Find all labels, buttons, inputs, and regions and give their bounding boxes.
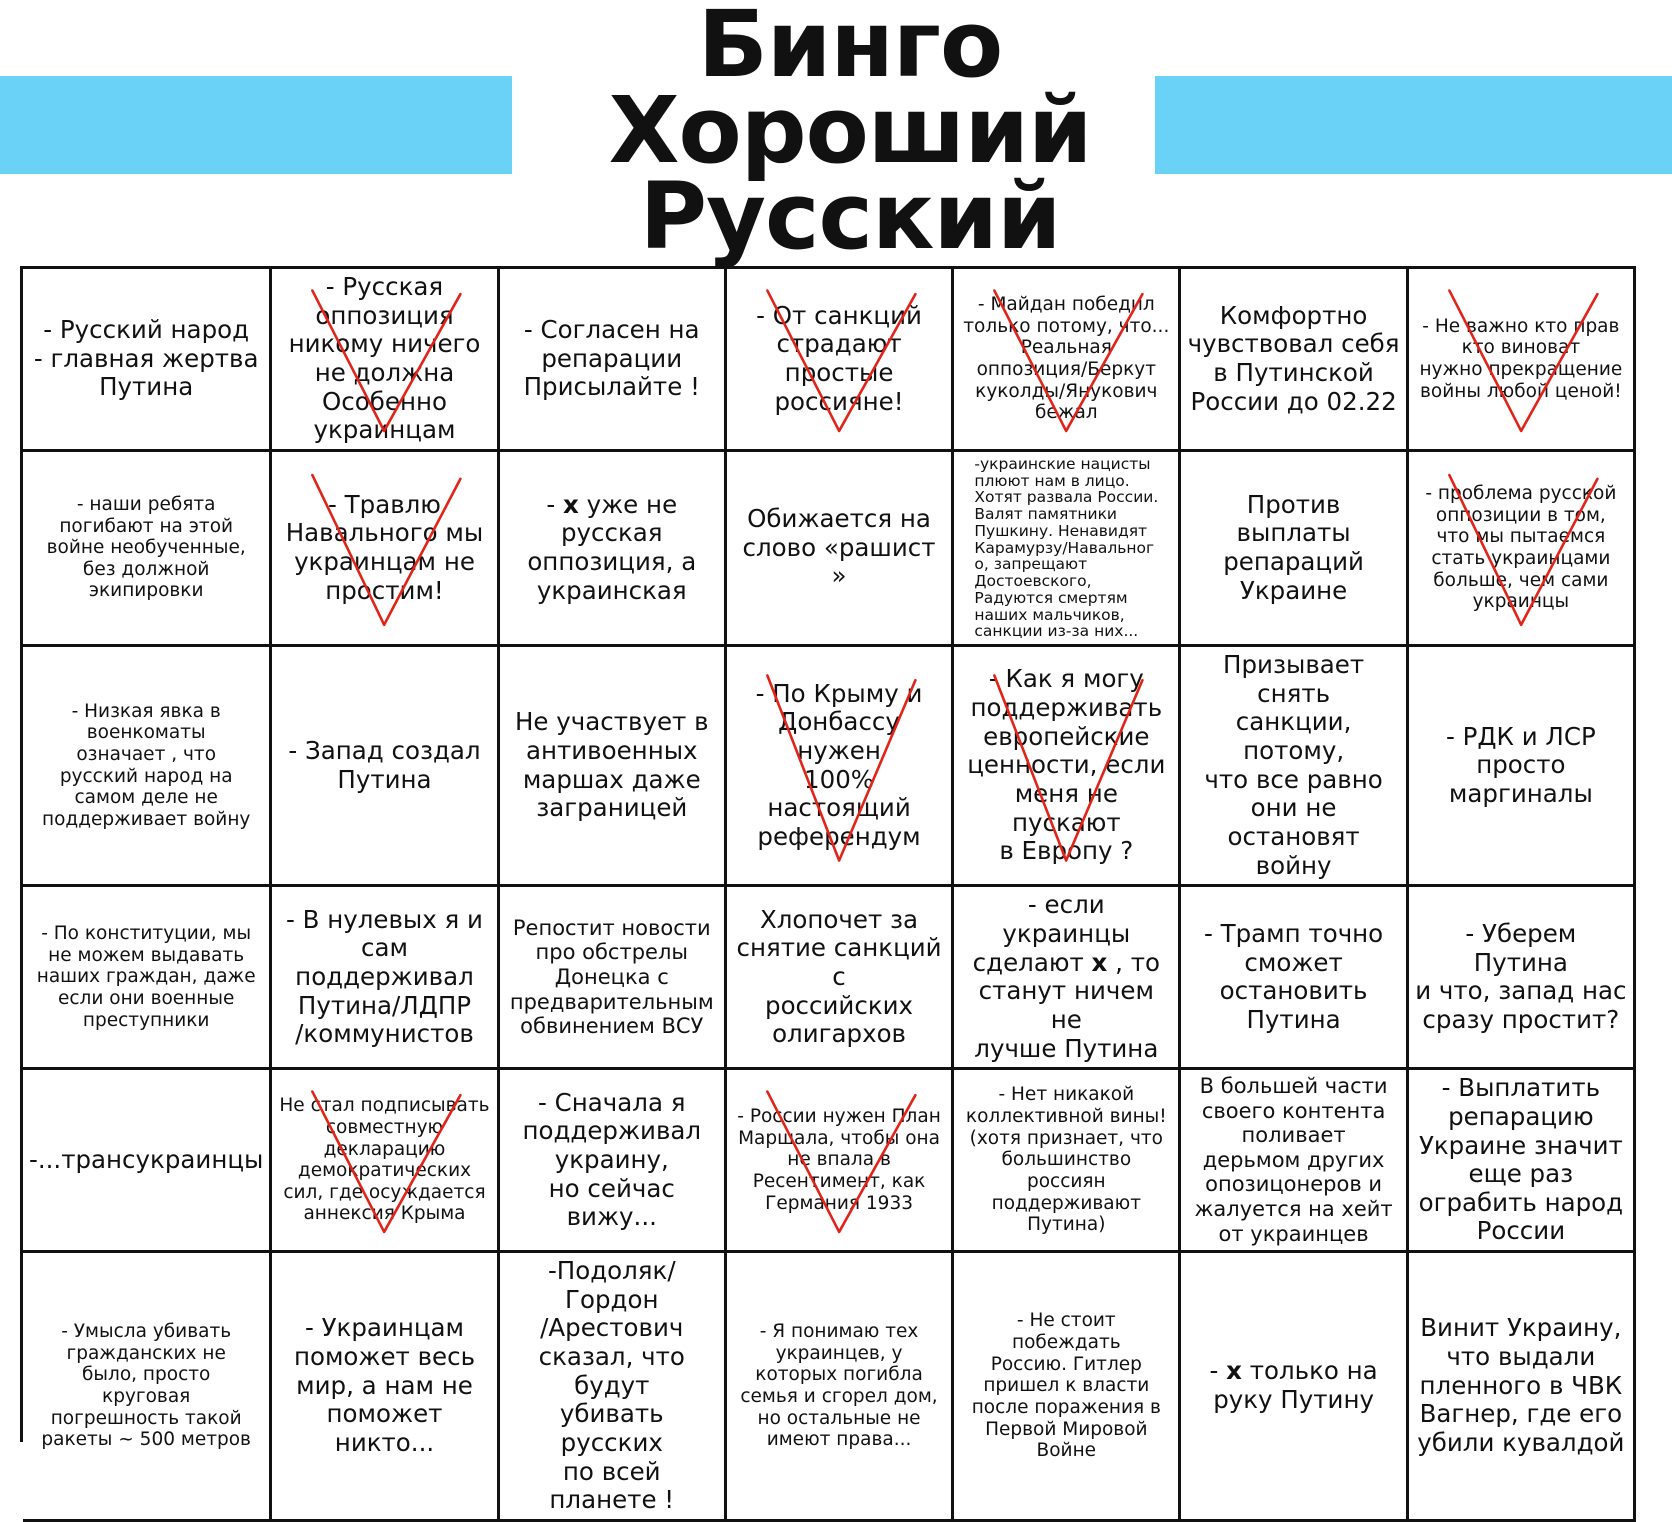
bingo-cell[interactable] <box>954 647 1181 887</box>
cell-text: - Умысла убивать гражданских не было, просто круговая погрешность такой ракеты ~ 500 метров <box>41 1321 251 1451</box>
bingo-cell[interactable] <box>23 647 272 887</box>
bingo-cell[interactable] <box>500 452 727 647</box>
cell-text: - х только на руку Путину <box>1209 1356 1378 1415</box>
bingo-cell[interactable] <box>1409 647 1636 887</box>
blue-band-left <box>0 76 512 174</box>
bingo-cell[interactable] <box>1181 1253 1408 1522</box>
bingo-cell[interactable] <box>727 1253 954 1522</box>
cell-text: - Запад создал Путина <box>288 735 481 794</box>
cell-text: - Не стоит побеждать Россию. Гитлер пришел к власти после поражения в Первой Мировой Войне <box>971 1310 1161 1462</box>
bingo-cell[interactable] <box>500 647 727 887</box>
cell-text: - Травлю Навального мы украинцам не простим! <box>285 489 484 605</box>
cell-text: - если украинцы сделают х , то станут ничем не лучше Путина <box>972 890 1160 1063</box>
cell-text: - Я понимаю тех украинцев, у которых погибла семья и сгорел дом, но остальные не имеют права... <box>740 1321 938 1451</box>
bingo-cell[interactable] <box>727 887 954 1070</box>
bingo-cell[interactable] <box>1181 1070 1408 1253</box>
cell-text: - х уже не русская оппозиция, а украинская <box>527 489 697 605</box>
bingo-cell[interactable] <box>272 269 499 452</box>
bingo-cell[interactable] <box>727 1070 954 1253</box>
cell-text: - Нет никакой коллективной вины! (хотя признает, что большинство россиян поддерживают Путина) <box>965 1084 1167 1236</box>
cell-text: Не стал подписывать совместную декларацию демократических сил, где осуждается аннексия Крыма <box>279 1095 490 1225</box>
cell-text: - Майдан победил только потому, что... Реальная оппозиция/Беркут куколды/Янукович бежал <box>963 294 1170 424</box>
cell-text: - Уберем Путина и что, запад нас сразу простит? <box>1415 918 1627 1034</box>
bingo-cell[interactable] <box>954 269 1181 452</box>
cell-text: В большей части своего контента поливает дерьмом других опозицонеров и жалуется на хейт от украинцев <box>1194 1074 1393 1246</box>
bingo-cell[interactable] <box>954 1253 1181 1522</box>
bingo-cell[interactable] <box>954 1070 1181 1253</box>
bingo-cell[interactable] <box>272 1070 499 1253</box>
cell-text: - Как я могу поддерживать европейские ценности, если меня не пускают в Европу ? <box>967 664 1166 866</box>
bingo-cell[interactable] <box>500 887 727 1070</box>
cell-text: Обижается на слово «рашист » <box>742 503 936 591</box>
bingo-cell[interactable] <box>1409 269 1636 452</box>
cell-text: - Сначала я поддерживал украину, но сейчас вижу... <box>522 1087 702 1232</box>
bingo-cell[interactable] <box>272 887 499 1070</box>
bingo-cell[interactable] <box>23 1070 272 1253</box>
bingo-cell[interactable] <box>954 452 1181 647</box>
cell-text: Против выплаты репараций Украине <box>1223 489 1364 605</box>
cell-text: - Трамп точно сможет остановить Путина <box>1203 918 1384 1034</box>
cell-text: - проблема русской оппозиции в том, что мы пытаемся стать украинцами больше, чем сами украинцы <box>1425 483 1617 613</box>
bingo-cell[interactable] <box>272 1253 499 1522</box>
cell-text: Призывает снять санкции, потому, что все равно они не остановят войну <box>1204 650 1383 880</box>
bingo-cell[interactable] <box>272 452 499 647</box>
cell-text: - Русская оппозиция никому ничего не должна Особенно украинцам <box>288 272 481 445</box>
cell-text: - Не важно кто прав кто виноват нужно прекращение войны любой ценой! <box>1419 315 1623 402</box>
bingo-cell[interactable] <box>727 452 954 647</box>
cell-text: - Низкая явка в военкоматы означает , что русский народ на самом деле не поддерживает войну <box>41 700 251 830</box>
bingo-cell[interactable] <box>23 452 272 647</box>
blue-band-right <box>1155 76 1672 174</box>
cell-text: Не участвует в антивоенных маршах даже заграницей <box>515 707 709 823</box>
bingo-cell[interactable] <box>1409 1253 1636 1522</box>
bingo-cell[interactable] <box>954 887 1181 1070</box>
bingo-cell[interactable] <box>500 1253 727 1522</box>
bingo-cell[interactable] <box>1409 1070 1636 1253</box>
bingo-cell[interactable] <box>727 647 954 887</box>
cell-text: -Подоляк/Гордон /Арестович сказал, что будут убивать русских по всей планете ! <box>538 1256 685 1515</box>
title-line: Русский <box>639 163 1061 270</box>
cell-text: - наши ребята погибают на этой войне необученные, без должной экипировки <box>46 493 246 602</box>
cell-text: - В нулевых я и сам поддерживал Путина/ЛДПР /коммунистов <box>285 904 483 1049</box>
cell-text: Репостит новости про обстрелы Донецка с предварительным обвинением ВСУ <box>509 915 714 1039</box>
cell-text: - России нужен План Маршала, чтобы она не впала в Ресентимент, как Германия 1933 <box>737 1106 941 1214</box>
title-line: Хороший <box>608 77 1092 184</box>
bingo-cell[interactable] <box>23 1253 272 1522</box>
cell-text: Хлопочет за снятие санкций с российских олигархов <box>736 904 942 1049</box>
bingo-cell[interactable] <box>727 269 954 452</box>
bingo-cell[interactable] <box>1181 887 1408 1070</box>
bingo-cell[interactable] <box>23 887 272 1070</box>
bingo-cell[interactable] <box>1181 452 1408 647</box>
cell-text: -...трансукраинцы <box>29 1144 264 1174</box>
cell-text: -украинские нацисты плюют нам в лицо. Хотят развала России. Валят памятники Пушкину. Ненавидят Карамурзу/Навальног о, запрещают Достоевского, Радуются смертям наших мальчиков, санкции из-за них... <box>974 454 1159 641</box>
cell-text: - РДК и ЛСР просто маргиналы <box>1445 721 1596 808</box>
bingo-cell[interactable] <box>500 269 727 452</box>
cell-text: - Украинцам поможет весь мир, а нам не поможет никто... <box>293 1313 476 1458</box>
cell-text: Комфортно чувствовал себя в Путинской России до 02.22 <box>1187 300 1400 416</box>
cell-text: - Согласен на репарации Присылайте ! <box>523 314 700 402</box>
bingo-cell[interactable] <box>23 269 272 452</box>
cell-text: - По Крыму и Донбассу нужен 100% настоящий референдум <box>755 678 923 851</box>
cell-text: Винит Украину, что выдали пленного в ЧВК Вагнер, где его убили кувалдой <box>1417 1313 1625 1458</box>
cell-text: - Русский народ - главная жертва Путина <box>33 314 259 402</box>
bingo-cell[interactable] <box>272 647 499 887</box>
bingo-grid <box>20 266 1636 1515</box>
title-line: Бинго <box>697 0 1003 98</box>
bingo-cell[interactable] <box>500 1070 727 1253</box>
bingo-cell[interactable] <box>1181 269 1408 452</box>
bingo-cell[interactable] <box>1409 887 1636 1070</box>
page-title <box>540 0 1160 270</box>
cell-text: - Выплатить репарацию Украине значит еще раз ограбить народ России <box>1418 1073 1624 1246</box>
bingo-cell[interactable] <box>1181 647 1408 887</box>
bingo-cell[interactable] <box>1409 452 1636 647</box>
cell-text: - От санкций страдают простые россияне! <box>756 300 922 416</box>
cell-text: - По конституции, мы не можем выдавать наших граждан, даже если они военные преступники <box>36 923 256 1031</box>
